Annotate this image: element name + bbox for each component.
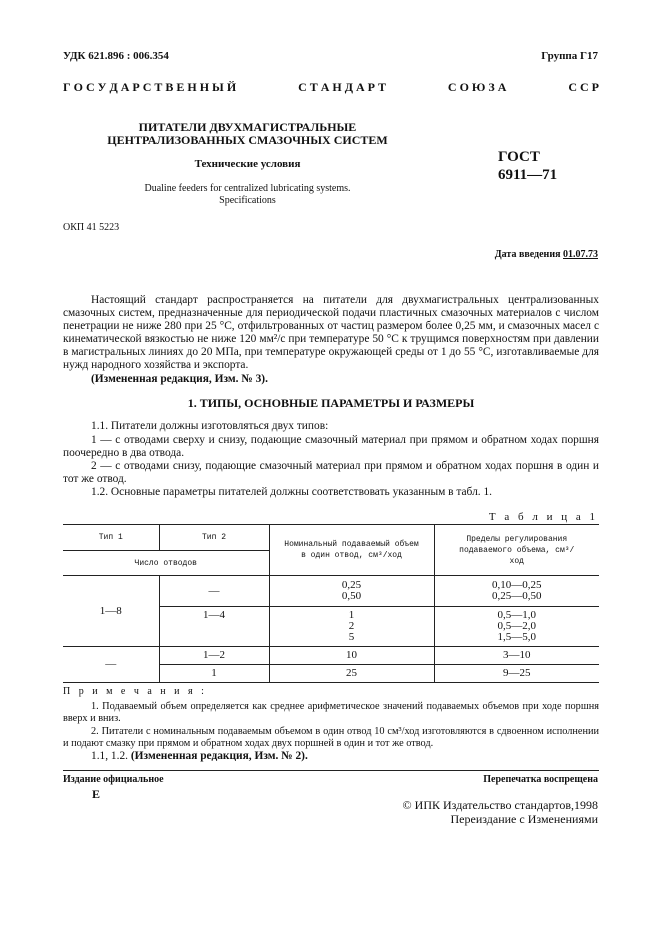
cell-r2-range: 0,5—1,0 0,5—2,0 1,5—5,0 <box>434 607 599 647</box>
title-line-2: ЦЕНТРАЛИЗОВАННЫХ СМАЗОЧНЫХ СИСТЕМ <box>107 133 388 147</box>
section-amendment <box>63 750 599 763</box>
header-count: Число отводов <box>63 551 269 576</box>
cell-r3-range: 3—10 <box>434 647 599 665</box>
cell-r4-nominal: 25 <box>269 665 434 683</box>
parameters-table <box>63 524 599 683</box>
title-line-1: ПИТАТЕЛИ ДВУХМАГИСТРАЛЬНЫЕ <box>138 120 357 134</box>
header-type2: Тип 2 <box>159 525 269 551</box>
cell-r3-t2: 1—2 <box>159 647 269 665</box>
amend-prefix: 1.1, 1.2. <box>91 750 131 762</box>
section-p2: 1 — с отводами сверху и снизу, подающие смазочный материал при прямом и обратном ходах поршня поочередно в два отвода. <box>63 434 599 459</box>
gos-word-1: Г О С У Д А Р С Т В Е Н Н Ы Й <box>63 80 237 94</box>
group-code: Группа Г17 <box>541 50 598 62</box>
subtitle: Технические условия <box>194 158 301 170</box>
cell-r2-t2: 1—4 <box>159 607 269 647</box>
table-caption: Т а б л и ц а 1 <box>488 511 598 523</box>
footer-rule <box>63 770 599 771</box>
gost-designation <box>498 148 557 184</box>
section-p3: 2 — с отводами снизу, подающие смазочный материал при прямом и обратном ходах поршня в один и тот же отвод. <box>63 460 599 485</box>
edition-mark: E <box>92 787 101 801</box>
english-title-line-2: Specifications <box>219 195 276 206</box>
header-nominal: Номинальный подаваемый объем в один отвод, см³/ход <box>269 525 434 576</box>
gos-word-4: С С Р <box>568 80 599 94</box>
english-title-line-1: Dualine feeders for centralized lubricating systems. <box>144 183 351 194</box>
cell-r3-t1: — <box>105 658 117 670</box>
header-type1: Тип 1 <box>98 533 123 542</box>
reissue-note: Переиздание с Изменениями <box>450 812 598 826</box>
udk-code: УДК 621.896 : 006.354 <box>63 50 169 62</box>
amend-text: (Измененная редакция, Изм. № 2). <box>130 750 308 762</box>
okp-code: ОКП 41 5223 <box>63 222 120 233</box>
note-2: 2. Питатели с номинальным подаваемым объемом в один отвод 10 см³/ход изготовляются в сдвоенном исполнении и подают смазку при прямом и обратном ходах двух поршней в один и тот же отвод. <box>63 726 599 749</box>
gost-number: 6911—71 <box>498 167 558 183</box>
date-value: 01.07.73 <box>563 249 598 260</box>
gos-word-3: С О Ю З А <box>447 80 507 94</box>
document-title <box>95 121 400 147</box>
intro-paragraph: Настоящий стандарт распространяется на питатели для двухмагистральных централизованных смазочных систем, предназначенные для периодической подачи пластичных смазочных материалов с числом пенетрации не ниже 280 при 25 °С, отфильтрованных от частиц размером более 0,25 мм, и смазочных масел с кинематической вязкостью не ниже 120 мм²/с при температуре 50 °С к трущимся поверхностям при давлении в магистральных линиях до 20 МПа, при температуре окружающей среды от 1 до 55 °С, изготавливаемые для нужд народного хозяйства и экспорта. <box>63 294 599 371</box>
english-title <box>95 183 400 207</box>
reprint-notice: Перепечатка воспрещена <box>483 774 598 785</box>
section-p1: 1.1. Питатели должны изготовляться двух типов: <box>91 420 329 432</box>
notes-heading: П р и м е ч а н и я : <box>63 686 207 697</box>
copyright-block <box>403 798 598 826</box>
cell-r4-range: 9—25 <box>434 665 599 683</box>
cell-r1-nominal: 0,25 0,50 <box>269 576 434 607</box>
intro-amendment: (Измененная редакция, Изм. № 3). <box>91 373 268 385</box>
introduction-date <box>495 249 598 260</box>
note-1: 1. Подаваемый объем определяется как среднее арифметическое значений подаваемых объемов при ходе поршня вверх и вниз. <box>63 701 599 724</box>
section-p4: 1.2. Основные параметры питателей должны соответствовать указанным в табл. 1. <box>91 486 492 498</box>
cell-r2-nominal: 1 2 5 <box>269 607 434 647</box>
copyright: © ИПК Издательство стандартов,1998 <box>402 798 598 812</box>
official-edition: Издание официальное <box>63 774 164 785</box>
header-range: Пределы регулирования подаваемого объема, см³/ход <box>434 525 599 576</box>
cell-r4-t2: 1 <box>159 665 269 683</box>
gos-word-2: С Т А Н Д А Р Т <box>298 80 386 94</box>
gost-label: ГОСТ <box>498 149 540 165</box>
cell-r1-t1: 1—8 <box>99 604 122 617</box>
cell-r1-range: 0,10—0,25 0,25—0,50 <box>434 576 599 607</box>
cell-r3-nominal: 10 <box>269 647 434 665</box>
date-label: Дата введения <box>494 249 563 260</box>
section-heading: 1. ТИПЫ, ОСНОВНЫЕ ПАРАМЕТРЫ И РАЗМЕРЫ <box>187 396 475 410</box>
gos-standard-heading <box>63 80 599 95</box>
cell-r1-t2: — <box>159 576 269 607</box>
